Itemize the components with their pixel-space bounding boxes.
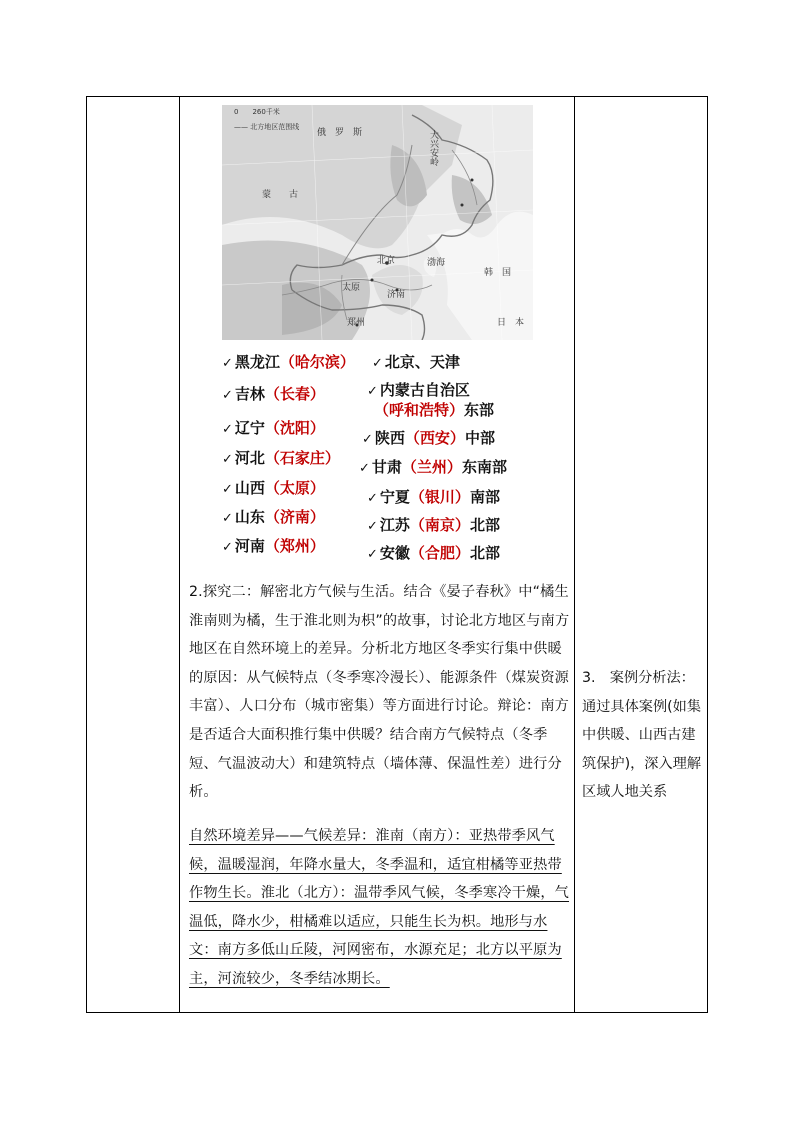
check-icon: ✓ xyxy=(362,432,373,447)
activity-column xyxy=(180,97,573,1012)
inquiry-paragraph: 2.探究二：解密北方气候与生活。结合《晏子春秋》中“橘生淮南则为橘，生于淮北则为枳”的故事，讨论北方地区与南方地区在自然环境上的差异。分析北方地区冬季实行集中供暖的原因：从气候特点（冬季寒冷漫长）、能源条件（煤炭资源丰富）、人口分布（城市密集）等方面进行讨论。辩论：南方是否适合大面积推行集中供暖？结合南方气候特点（冬季短、气温波动大）和建筑特点（墙体薄、保温性差）进行分析。 xyxy=(189,584,570,801)
korea-label: 韩 国 xyxy=(484,268,512,278)
zhengzhou-label: 郑州 xyxy=(347,318,366,328)
check-icon: ✓ xyxy=(222,452,233,467)
dahinggan-label: 大兴安岭 xyxy=(428,130,438,166)
check-icon: ✓ xyxy=(222,356,233,371)
province-item: ✓ 安徽（合肥）北部 xyxy=(367,544,500,562)
province-list xyxy=(222,349,542,571)
jinan-label: 济南 xyxy=(387,290,406,300)
province-item: ✓ 甘肃（兰州）东南部 xyxy=(359,458,507,476)
check-icon: ✓ xyxy=(367,519,378,534)
province-item: ✓ 辽宁（沈阳） xyxy=(222,419,325,437)
province-item: （呼和浩特）东部 xyxy=(374,401,495,419)
russia-label: 俄 罗 斯 xyxy=(317,128,363,138)
province-item: ✓ 河北（石家庄） xyxy=(222,449,340,467)
province-item: ✓ 江苏（南京）北部 xyxy=(367,516,500,534)
bohai-label: 渤海 xyxy=(427,258,446,268)
check-icon: ✓ xyxy=(222,422,233,437)
taiyuan-label: 太原 xyxy=(342,283,361,293)
check-icon: ✓ xyxy=(222,388,233,403)
province-item: ✓ 陕西（西安）中部 xyxy=(362,429,495,447)
province-item: ✓ 内蒙古自治区 xyxy=(367,381,470,399)
check-icon: ✓ xyxy=(367,491,378,506)
province-item: ✓ 宁夏（银川）南部 xyxy=(367,488,500,506)
map-scale: 0 260千米 xyxy=(234,108,280,116)
province-item: ✓ 山西（太原） xyxy=(222,479,325,497)
check-icon: ✓ xyxy=(222,511,233,526)
check-icon: ✓ xyxy=(367,384,378,399)
map-legend: —— 北方地区范围线 xyxy=(234,123,300,131)
province-item: ✓ 吉林（长春） xyxy=(222,385,325,403)
check-icon: ✓ xyxy=(222,482,233,497)
answer-paragraph: 自然环境差异——气候差异：淮南（南方）：亚热带季风气候，温暖湿润，年降水量大，冬季温和，适宜柑橘等亚热带作物生长。淮北（北方）：温带季风气候，冬季寒冷干燥，气温低，降水少，柑橘难以适应，只能生长为枳。地形与水文：南方多低山丘陵，河网密布，水源充足；北方以平原为主，河流较少，冬季结冰期长。 xyxy=(189,828,570,987)
japan-label: 日 本 xyxy=(497,318,525,328)
beijing-label: 北京 xyxy=(377,256,396,266)
check-icon: ✓ xyxy=(222,540,233,555)
method-text: 3. 案例分析法：通过具体案例(如集中供暖、山西古建筑保护)，深入理解区域人地关系 xyxy=(582,670,702,801)
mongolia-label: 蒙 古 xyxy=(262,190,299,200)
province-item: ✓ 北京、天津 xyxy=(372,353,460,371)
check-icon: ✓ xyxy=(359,461,370,476)
check-icon: ✓ xyxy=(367,547,378,562)
lesson-table xyxy=(86,96,708,1013)
method-column xyxy=(575,97,707,1012)
province-item: ✓ 山东（济南） xyxy=(222,508,325,526)
province-item: ✓ 河南（郑州） xyxy=(222,537,325,555)
northern-region-map xyxy=(222,105,533,340)
province-item: ✓ 黑龙江（哈尔滨） xyxy=(222,353,355,371)
map-drawing xyxy=(222,105,533,340)
check-icon: ✓ xyxy=(372,356,383,371)
